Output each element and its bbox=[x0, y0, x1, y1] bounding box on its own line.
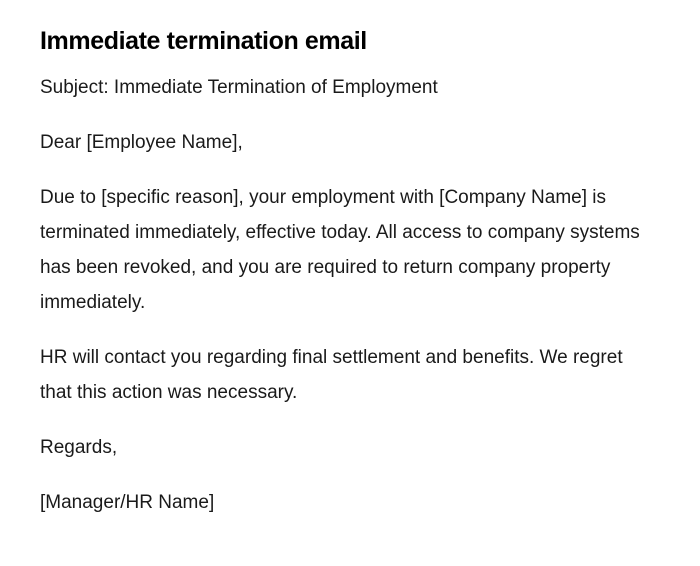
email-signature: [Manager/HR Name] bbox=[40, 492, 215, 513]
document-title: Immediate termination email bbox=[40, 27, 367, 55]
email-subject-line: Subject: Immediate Termination of Employment bbox=[40, 77, 438, 98]
email-body-paragraph-1: Due to [specific reason], your employment with [Company Name] is terminated immediately, effective today. All access to company systems has been revoked, and you are required to return company property immediately. bbox=[40, 187, 640, 313]
email-greeting: Dear [Employee Name], bbox=[40, 132, 243, 153]
email-body-paragraph-2: HR will contact you regarding final settlement and benefits. We regret that this action was necessary. bbox=[40, 347, 623, 403]
email-closing: Regards, bbox=[40, 437, 118, 458]
